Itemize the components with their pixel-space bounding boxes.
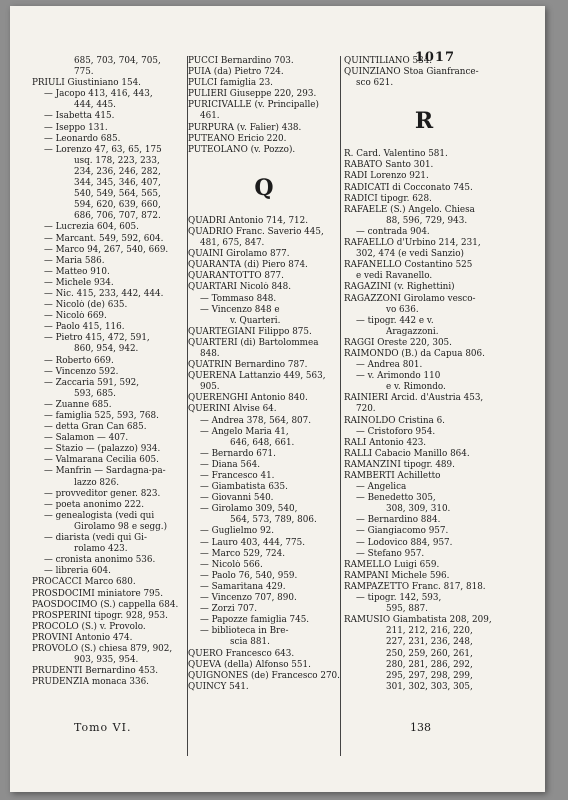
index-entry: — Vincenzo 707, 890. — [200, 593, 297, 604]
index-entry: — Zuanne 685. — [44, 399, 112, 410]
index-entry: QUARTERI (di) Bartolommea — [188, 337, 319, 348]
index-entry: PROSPERINI tipogr. 928, 953. — [32, 610, 168, 621]
index-column-2 — [188, 56, 340, 693]
index-entry: RAFANELLO Costantino 525 — [344, 260, 473, 271]
index-entry: — tipogr. 442 e v. — [356, 315, 434, 326]
index-entry: — Girolamo 309, 540, — [200, 504, 298, 515]
index-entry: PULIERI Giuseppe 220, 293. — [188, 89, 317, 100]
index-entry: — tipogr. 142, 593, — [356, 593, 442, 604]
index-entry: — Leonardo 685. — [44, 133, 121, 144]
section-letter: R — [414, 108, 434, 135]
index-entry: PURPURA (v. Falier) 438. — [188, 122, 302, 133]
index-entry: QUARTEGIANI Filippo 875. — [188, 326, 312, 337]
index-entry: — Lorenzo 47, 63, 65, 175 — [44, 144, 162, 155]
index-entry: 344, 345, 346, 407, — [74, 178, 161, 189]
index-entry: — contrada 904. — [356, 226, 430, 237]
index-entry: RAGAZZONI Girolamo vesco- — [344, 293, 476, 304]
index-entry: 461. — [200, 111, 220, 122]
index-entry: R. Card. Valentino 581. — [344, 149, 448, 160]
index-entry: — cronista anonimo 536. — [44, 555, 156, 566]
index-entry: PUCCI Bernardino 703. — [188, 56, 294, 66]
index-entry: — Isabetta 415. — [44, 111, 115, 122]
index-entry: 903, 935, 954. — [74, 655, 139, 666]
index-entry: 295, 297, 298, 299, — [386, 670, 473, 681]
index-entry: 444, 445. — [74, 100, 116, 111]
index-entry: PUTEANO Ericio 220. — [188, 133, 287, 144]
index-entry: — Diana 564. — [200, 459, 260, 470]
index-entry: — Samaritana 429. — [200, 581, 286, 592]
index-entry: 481, 675, 847. — [200, 238, 265, 249]
index-entry: lazzo 826. — [74, 477, 120, 488]
index-entry: PRUDENTI Bernardino 453. — [32, 666, 159, 677]
page-number: 1017 — [414, 50, 455, 65]
index-entry: RAINIERI Arcid. d'Austria 453, — [344, 393, 484, 404]
index-entry: QUADRI Antonio 714, 712. — [188, 215, 309, 226]
index-entry: RAMPANI Michele 596. — [344, 570, 450, 581]
index-entry: QUERINI Alvise 64. — [188, 404, 277, 415]
index-entry: RAGGI Oreste 220, 305. — [344, 337, 452, 348]
index-entry: — Angelo Maria 41, — [200, 426, 289, 437]
index-entry: — Roberto 669. — [44, 355, 114, 366]
index-entry: 88, 596, 729, 943. — [386, 215, 468, 226]
index-entry: — Guglielmo 92. — [200, 526, 274, 537]
index-entry: Girolamo 98 e segg.) — [74, 521, 168, 532]
index-entry: — Nic. 415, 233, 442, 444. — [44, 288, 164, 299]
index-entry: 905. — [200, 382, 220, 393]
index-entry: — Marco 94, 267, 540, 669. — [44, 244, 169, 255]
index-entry: — Francesco 41. — [200, 471, 275, 481]
index-entry: PROVINI Antonio 474. — [32, 632, 133, 643]
index-entry: — Vincenzo 592. — [44, 366, 119, 377]
index-entry: RAMBERTI Achilletto — [344, 471, 441, 481]
index-entry: 211, 212, 216, 220, — [386, 626, 473, 637]
index-entry: 308, 309, 310. — [386, 504, 451, 515]
index-entry: 848. — [200, 348, 220, 359]
index-entry: — Bernardo 671. — [200, 448, 276, 459]
index-entry: — Andrea 378, 564, 807. — [200, 415, 312, 426]
index-entry: RADI Lorenzo 921. — [344, 171, 429, 182]
index-entry: — Giovanni 540. — [200, 493, 274, 504]
index-entry: — Paolo 76, 540, 959. — [200, 570, 298, 581]
index-entry: QUARANTOTTO 877. — [188, 271, 284, 282]
index-entry: PROVOLO (S.) chiesa 879, 902, — [32, 643, 173, 654]
index-entry: — Andrea 801. — [356, 360, 423, 371]
index-entry: — Salamon — 407. — [44, 433, 129, 444]
signature-mark: 138 — [410, 721, 431, 734]
index-entry: PRIULI Giustiniano 154. — [32, 78, 141, 89]
index-entry: — v. Arimondo 110 — [356, 371, 441, 382]
index-entry: RAFAELE (S.) Angelo. Chiesa — [344, 204, 475, 215]
index-entry: RAMUSIO Giambatista 208, 209, — [344, 615, 492, 626]
index-entry: — diarista (vedi qui Gi- — [44, 533, 147, 544]
index-entry: — Papozze famiglia 745. — [200, 615, 310, 626]
index-entry: QUINTILIANO 534. — [344, 56, 433, 66]
index-entry: — libreria 604. — [44, 566, 111, 577]
index-entry: — Zorzi 707. — [200, 604, 258, 615]
index-entry: rolamo 423. — [74, 544, 128, 555]
column-divider — [340, 56, 341, 756]
index-entry: QUARANTA (di) Piero 874. — [188, 260, 308, 271]
index-entry: 720. — [356, 404, 376, 415]
index-entry: — Manfrin — Sardagna-pa- — [44, 466, 166, 477]
index-entry: sco 621. — [356, 78, 394, 89]
index-entry: — Giangiacomo 957. — [356, 526, 449, 537]
index-entry: PUIA (da) Pietro 724. — [188, 67, 284, 78]
index-entry: QUERO Francesco 643. — [188, 648, 295, 659]
index-entry: RAIMONDO (B.) da Capua 806. — [344, 348, 485, 359]
index-page — [10, 6, 545, 792]
index-entry: — Stazio — (palazzo) 934. — [44, 444, 161, 455]
index-entry: PROSDOCIMI miniatore 795. — [32, 588, 164, 599]
index-entry: 860, 954, 942. — [74, 344, 139, 355]
index-entry: scia 881. — [230, 637, 270, 648]
index-entry: Aragazzoni. — [386, 326, 439, 337]
index-entry: — Nicolò (de) 635. — [44, 300, 128, 311]
index-entry: PAOSDOCIMO (S.) cappella 684. — [32, 599, 179, 610]
index-entry: RALI Antonio 423. — [344, 437, 427, 448]
index-entry: 775. — [74, 67, 94, 78]
index-entry: QUINCY 541. — [188, 681, 249, 692]
section-letter: Q — [254, 174, 274, 201]
index-entry: 686, 706, 707, 872. — [74, 211, 161, 222]
index-entry: — Vincenzo 848 e — [200, 304, 280, 315]
index-entry: 280, 281, 286, 292, — [386, 659, 473, 670]
index-entry: e v. Rimondo. — [386, 382, 446, 393]
index-entry: v. Quarteri. — [230, 315, 281, 326]
index-entry: — biblioteca in Bre- — [200, 626, 289, 637]
index-entry: — Zaccaria 591, 592, — [44, 377, 140, 388]
index-entry: usq. 178, 223, 233, — [74, 155, 160, 166]
index-entry: — Cristoforo 954. — [356, 426, 436, 437]
index-entry: — Lucrezia 604, 605. — [44, 222, 139, 233]
index-entry: PULCI famiglia 23. — [188, 78, 273, 89]
index-entry: QUATRIN Bernardino 787. — [188, 360, 308, 371]
index-entry: e vedi Ravanello. — [356, 271, 433, 282]
index-entry: PROCOLO (S.) v. Provolo. — [32, 621, 146, 632]
index-entry: RAMPAZETTO Franc. 817, 818. — [344, 581, 486, 592]
index-entry: — Marco 529, 724. — [200, 548, 286, 559]
index-entry: PURICIVALLE (v. Principalle) — [188, 100, 319, 111]
index-entry: — Paolo 415, 116. — [44, 322, 125, 333]
index-entry: QUEVA (della) Alfonso 551. — [188, 659, 311, 670]
index-entry: PUTEOLANO (v. Pozzo). — [188, 144, 296, 155]
index-entry: — provveditor gener. 823. — [44, 488, 161, 499]
index-entry: RAINOLDO Cristina 6. — [344, 415, 445, 426]
index-entry: QUAINI Girolamo 877. — [188, 249, 290, 260]
index-entry: 234, 236, 246, 282, — [74, 166, 161, 177]
index-entry: QUINZIANO Stoa Gianfrance- — [344, 67, 479, 78]
index-entry: RADICATI di Cocconato 745. — [344, 182, 473, 193]
index-entry: QUARTARI Nicolò 848. — [188, 282, 292, 293]
index-entry: — Michele 934. — [44, 277, 114, 288]
index-entry: 302, 474 (e vedi Sanzio) — [356, 249, 464, 260]
index-entry: — detta Gran Can 685. — [44, 422, 147, 433]
index-entry: 250, 259, 260, 261, — [386, 648, 473, 659]
index-entry: RAMELLO Luigi 659. — [344, 559, 440, 570]
index-entry: — Maria 586. — [44, 255, 105, 266]
index-column-1 — [32, 56, 187, 688]
index-entry: 540, 549, 564, 565, — [74, 189, 161, 200]
index-entry: 646, 648, 661. — [230, 437, 295, 448]
index-column-3 — [344, 56, 504, 693]
index-entry: — Valmarana Cecilia 605. — [44, 455, 159, 466]
index-entry: — Pietro 415, 472, 591, — [44, 333, 150, 344]
index-entry: QUERENGHI Antonio 840. — [188, 393, 308, 404]
index-entry: — Benedetto 305, — [356, 493, 436, 504]
index-entry: 227, 231, 236, 248, — [386, 637, 473, 648]
index-entry: — Angelica — [356, 482, 407, 493]
index-entry: — genealogista (vedi qui — [44, 510, 155, 521]
index-entry: RAMANZINI tipogr. 489. — [344, 459, 455, 470]
index-entry: QUIGNONES (de) Francesco 270. — [188, 670, 340, 681]
index-entry: RALLI Cabacio Manillo 864. — [344, 448, 470, 459]
index-entry: — Giambatista 635. — [200, 482, 288, 493]
index-entry: vo 636. — [386, 304, 419, 315]
index-entry: 595, 887. — [386, 604, 428, 615]
index-entry: 594, 620, 639, 660, — [74, 200, 161, 211]
index-entry: RADICI tipogr. 628. — [344, 193, 432, 204]
index-entry: — Nicolò 566. — [200, 559, 263, 570]
index-entry: — Nicolò 669. — [44, 311, 107, 322]
index-entry: PROCACCI Marco 680. — [32, 577, 136, 588]
index-entry: QUERENA Lattanzio 449, 563, — [188, 371, 326, 382]
index-entry: 593, 685. — [74, 388, 116, 399]
index-entry: — famiglia 525, 593, 768. — [44, 411, 159, 421]
index-entry: QUADRIO Franc. Saverio 445, — [188, 226, 324, 237]
index-entry: RAFAELLO d'Urbino 214, 231, — [344, 238, 481, 249]
index-entry: — Lauro 403, 444, 775. — [200, 537, 305, 548]
volume-label: Tomo VI. — [74, 721, 132, 734]
index-entry: — poeta anonimo 222. — [44, 499, 145, 510]
index-entry: — Lodovico 884, 957. — [356, 537, 453, 548]
index-entry: 564, 573, 789, 806. — [230, 515, 317, 526]
index-entry: — Jacopo 413, 416, 443, — [44, 89, 153, 100]
index-entry: — Bernardino 884. — [356, 515, 441, 526]
index-entry: — Marcant. 549, 592, 604. — [44, 233, 164, 244]
index-entry: 301, 302, 303, 305, — [386, 681, 473, 692]
index-entry: — Iseppo 131. — [44, 122, 108, 133]
index-entry: PRUDENZIA monaca 336. — [32, 677, 149, 688]
index-entry: RABATO Santo 301. — [344, 160, 434, 171]
index-entry: — Matteo 910. — [44, 266, 110, 277]
index-entry: RAGAZINI (v. Righettini) — [344, 282, 455, 293]
index-entry: — Tommaso 848. — [200, 293, 277, 304]
index-entry: 685, 703, 704, 705, — [74, 56, 161, 66]
index-entry: — Stefano 957. — [356, 548, 425, 559]
